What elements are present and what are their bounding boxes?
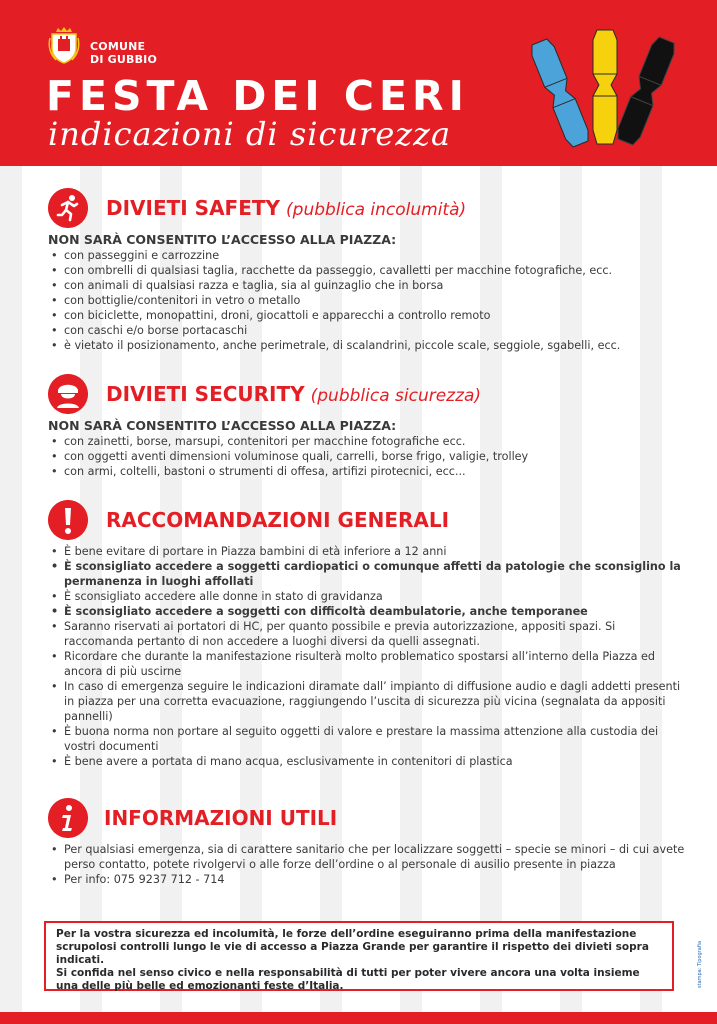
safety-title-paren: (pubblica incolumità) — [286, 200, 467, 220]
safety-title-main: DIVIETI SAFETY — [106, 196, 281, 220]
list-item: • con armi, coltelli, bastoni o strumenti di offesa, artifizi pirotecnici, ecc... — [48, 464, 688, 479]
security-heading — [48, 374, 688, 414]
list-item: • È sconsigliato accedere alle donne in stato di gravidanza — [48, 589, 688, 604]
security-intro: NON SARÀ CONSENTITO L’ACCESSO ALLA PIAZZA: — [48, 418, 397, 433]
list-item: • In caso di emergenza seguire le indicazioni diramate dall’ impianto di diffusione audio e dagli addetti presenti in piazza per una corretta evacuazione, raggiungendo l’uscita di sicurezza più vicina (segnalata da appositi pannelli) — [48, 679, 688, 724]
notice-paragraph-1: Per la vostra sicurezza ed incolumità, le forze dell’ordine eseguiranno prima della manifestazione scrupolosi controlli lungo le vie di accesso a Piazza Grande per garantire il rispetto dei divieti sopra indicati. — [56, 928, 649, 966]
comune-line1: COMUNE — [90, 40, 146, 53]
list-item: • con passeggini e carrozzine — [48, 248, 688, 263]
list-item: • con animali di qualsiasi razza e taglia, sia al guinzaglio che in borsa — [48, 278, 688, 293]
crest-icon — [48, 26, 80, 64]
raccomandazioni-list — [48, 544, 688, 769]
page-subtitle: indicazioni di sicurezza — [48, 115, 452, 153]
list-item: • con ombrelli di qualsiasi taglia, racchette da passeggio, cavalletti per macchine fotografiche, ecc. — [48, 263, 688, 278]
safety-intro: NON SARÀ CONSENTITO L’ACCESSO ALLA PIAZZA: — [48, 232, 397, 247]
section-safety — [48, 188, 688, 353]
printer-logo: stampa: Tipografia — [697, 940, 703, 988]
list-item: • Saranno riservati ai portatori di HC, per quanto possibile e previa autorizzazione, appositi spazi. Si raccomanda pertanto di non accedere a luoghi diversi da quelli assegnati. — [48, 619, 688, 649]
list-item: • Per info: 075 9237 712 - 714 — [48, 872, 688, 887]
list-item: • con bottiglie/contenitori in vetro o metallo — [48, 293, 688, 308]
comune-line2: DI GUBBIO — [90, 53, 158, 66]
raccomandazioni-heading — [48, 500, 688, 540]
security-title-paren: (pubblica sicurezza) — [310, 386, 482, 406]
info-title: INFORMAZIONI UTILI — [104, 806, 338, 830]
list-item: • Ricordare che durante la manifestazione risulterà molto problematico spostarsi all’interno della Piazza ed ancora di più uscirne — [48, 649, 688, 679]
list-item: • È sconsigliato accedere a soggetti cardiopatici o comunque affetti da patologie che sconsiglino la permanenza in luoghi affollati — [48, 559, 688, 589]
security-title — [106, 382, 481, 408]
safety-title — [106, 196, 466, 222]
info-icon — [48, 798, 88, 838]
notice-paragraph-2: Si confida nel senso civico e nella responsabilità di tutti per poter vivere ancora una volta insieme una delle più belle ed emozionanti feste d’Italia. — [56, 967, 640, 992]
info-list — [48, 842, 688, 887]
footer-bar — [0, 1012, 717, 1024]
section-info — [48, 798, 688, 887]
ceri-logo — [530, 28, 680, 156]
raccomandazioni-title: RACCOMANDAZIONI GENERALI — [106, 508, 450, 532]
list-item: • con caschi e/o borse portacaschi — [48, 323, 688, 338]
section-raccomandazioni — [48, 500, 688, 769]
security-title-main: DIVIETI SECURITY — [106, 382, 305, 406]
comune-label — [90, 40, 157, 66]
header-banner — [0, 0, 717, 166]
security-list — [48, 434, 688, 479]
list-item: • con oggetti aventi dimensioni voluminose quali, carrelli, borse frigo, valigie, trolley — [48, 449, 688, 464]
cero-black-icon — [614, 36, 677, 147]
list-item: • Per qualsiasi emergenza, sia di carattere sanitario che per localizzare soggetti – specie se minori – di cui avete perso contatto, potete rivolgervi o alle forze dell’ordine o al personale di ausilio presente in piazza — [48, 842, 688, 872]
list-item: • con biciclette, monopattini, droni, giocattoli e apparecchi a controllo remoto — [48, 308, 688, 323]
cero-yellow-icon — [593, 30, 617, 144]
list-item: • È buona norma non portare al seguito oggetti di valore e prestare la massima attenzione alla custodia dei vostri documenti — [48, 724, 688, 754]
cero-blue-icon — [530, 38, 592, 149]
list-item: • con zainetti, borse, marsupi, contenitori per macchine fotografiche ecc. — [48, 434, 688, 449]
list-item: • È bene avere a portata di mano acqua, esclusivamente in contenitori di plastica — [48, 754, 688, 769]
section-security — [48, 374, 688, 479]
safety-heading — [48, 188, 688, 228]
police-officer-icon — [48, 374, 88, 414]
notice-box — [44, 921, 674, 991]
info-heading — [48, 798, 688, 838]
list-item: • È bene evitare di portare in Piazza bambini di età inferiore a 12 anni — [48, 544, 688, 559]
list-item: • è vietato il posizionamento, anche perimetrale, di scalandrini, piccole scale, seggiole, sgabelli, ecc. — [48, 338, 688, 353]
exclamation-icon — [48, 500, 88, 540]
safety-list — [48, 248, 688, 353]
running-person-icon — [48, 188, 88, 228]
list-item: • È sconsigliato accedere a soggetti con difficoltà deambulatorie, anche temporanee — [48, 604, 688, 619]
page-title: FESTA DEI CERI — [46, 72, 469, 120]
